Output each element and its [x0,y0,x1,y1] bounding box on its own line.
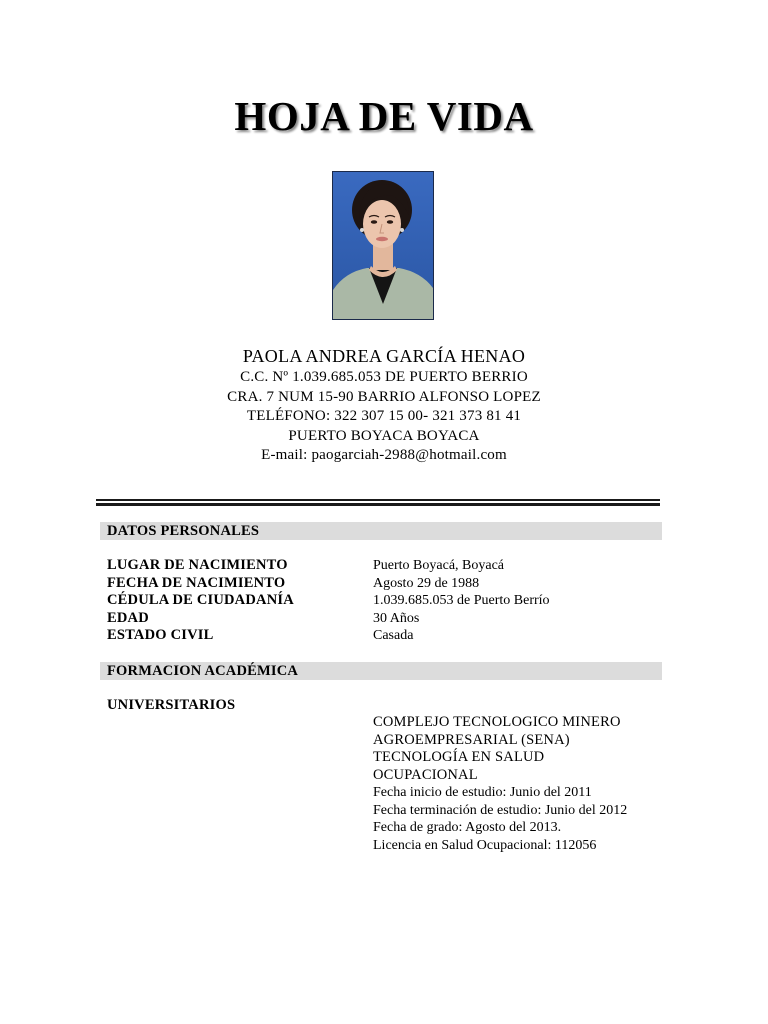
full-name: PAOLA ANDREA GARCÍA HENAO [242,346,526,366]
field-label: LUGAR DE NACIMIENTO [107,557,288,573]
section-heading-personal: DATOS PERSONALES [100,522,662,540]
personal-row [107,592,667,610]
personal-data-list [107,557,667,645]
education-detail: Licencia en Salud Ocupacional: 112056 [373,837,597,853]
field-label: ESTADO CIVIL [107,627,214,643]
education-detail: Fecha de grado: Agosto del 2013. [373,820,562,835]
field-value: Casada [373,628,414,643]
education-entry [373,714,663,854]
institution-line: AGROEMPRESARIAL (SENA) [373,731,570,748]
education-detail: Fecha inicio de estudio: Junio del 2011 [373,785,592,800]
field-label: CÉDULA DE CIUDADANÍA [107,592,294,608]
field-label: FECHA DE NACIMIENTO [107,574,286,591]
field-value: Puerto Boyacá, Boyacá [373,558,505,573]
personal-row [107,557,667,575]
document-title: HOJA DE VIDA [234,93,534,139]
field-value: Agosto 29 de 1988 [373,575,480,591]
program-line: OCUPACIONAL [373,766,478,783]
field-value: 30 Años [373,610,420,626]
personal-row [107,575,667,593]
divider-rule-thick [96,503,660,506]
phone: TELÉFONO: 322 307 15 00- 321 373 81 41 [246,408,522,424]
contact-block [0,344,768,466]
institution-line: COMPLEJO TECNOLOGICO MINERO [373,714,621,730]
section-heading-education: FORMACION ACADÉMICA [100,662,662,680]
program-line: TECNOLOGÍA EN SALUD [373,749,545,765]
personal-row [107,627,667,645]
field-value: 1.039.685.053 de Puerto Berrío [373,593,550,608]
id-number: C.C. Nº 1.039.685.053 DE PUERTO BERRIO [240,369,528,385]
city: PUERTO BOYACA BOYACA [288,427,480,444]
address: CRA. 7 NUM 15-90 BARRIO ALFONSO LOPEZ [227,388,541,405]
profile-photo [332,171,434,320]
field-label: EDAD [107,609,149,626]
education-detail: Fecha terminación de estudio: Junio del 2012 [373,802,628,818]
email: E-mail: paogarciah-2988@hotmail.com [261,447,507,463]
personal-row [107,610,667,628]
divider-rule-thin [96,499,660,501]
education-subheading: UNIVERSITARIOS [107,697,236,713]
